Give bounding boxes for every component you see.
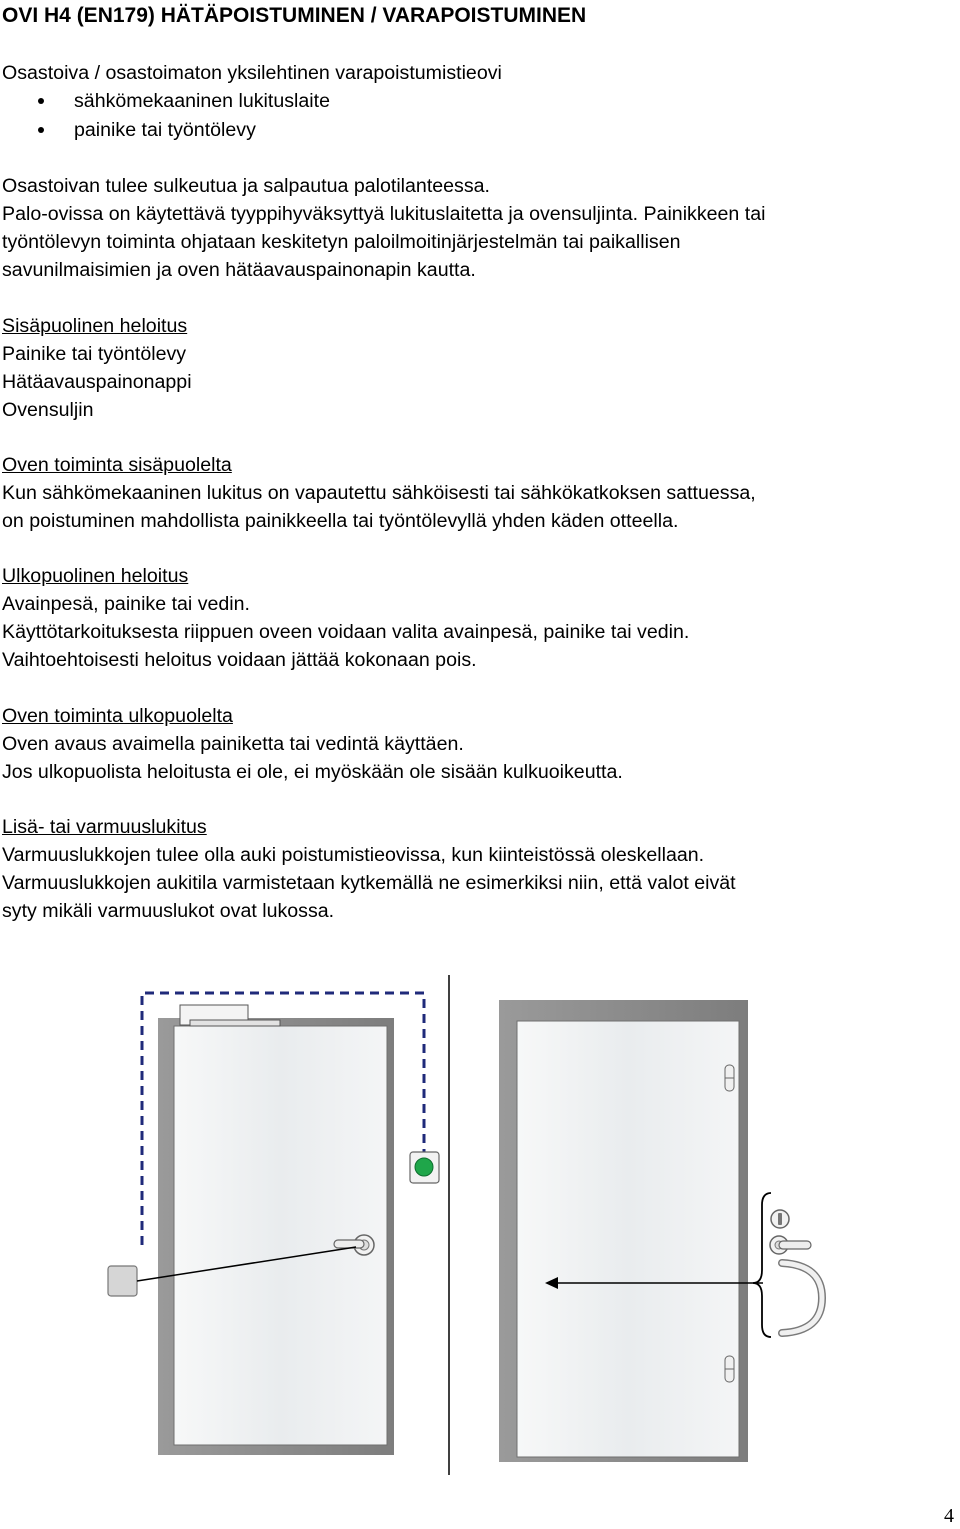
- emergency-button-icon: [410, 1152, 439, 1183]
- hinge-icon: [725, 1356, 734, 1382]
- section-outside-fittings: Ulkopuolinen heloitus Avainpesä, painike tai vedin. Käyttötarkoituksesta riippuen oveen voidaan valita avainpesä, painike tai vedin. Vaihtoehtoisesti heloitus voidaan jättää kokonaan pois.: [2, 562, 952, 674]
- section-inside-fittings: Sisäpuolinen heloitus Painike tai työntölevy Hätäavauspainonappi Ovensuljin: [2, 312, 952, 424]
- pull-handle-highlight: [782, 1263, 822, 1333]
- door-leaf: [174, 1026, 387, 1445]
- door-diagram: [0, 960, 960, 1500]
- bullet-item: painike tai työntölevy: [0, 116, 330, 145]
- bullet-icon: [38, 98, 44, 104]
- section-heading: Oven toiminta sisäpuolelta: [2, 454, 232, 476]
- lever-handle-icon: [770, 1236, 811, 1254]
- hinge-icon: [725, 1065, 734, 1091]
- section-inside-operation: Oven toiminta sisäpuolelta Kun sähkömekaaninen lukitus on vapautettu sähköisesti tai sähkökatkoksen sattuessa, on poistuminen mahdollista painikkeella tai työntölevyllä yhden käden otteella.: [2, 451, 952, 535]
- door-leaf: [517, 1021, 739, 1457]
- page-title: OVI H4 (EN179) HÄTÄPOISTUMINEN / VARAPOISTUMINEN: [2, 4, 587, 27]
- bullet-icon: [38, 127, 44, 133]
- door-closer-arm: [190, 1020, 280, 1026]
- bullet-item: sähkömekaaninen lukituslaite: [0, 87, 330, 116]
- section-extra-lock: Lisä- tai varmuuslukitus Varmuuslukkojen tulee olla auki poistumistieovissa, kun kiinteistössä oleskellaan. Varmuuslukkojen aukitila varmistetaan kytkemällä ne esimerkiksi niin, että valot eivät syty mikäli varmuuslukot ovat lukossa.: [2, 813, 952, 925]
- section-outside-operation: Oven toiminta ulkopuolelta Oven avaus avaimella painiketta tai vedintä käyttäen. Jos ulkopuolista heloitusta ei ole, ei myöskään ole sisään kulkuoikeutta.: [2, 702, 952, 786]
- outside-door: [499, 1000, 822, 1462]
- section-heading: Sisäpuolinen heloitus: [2, 315, 188, 337]
- paragraph-fire-doors: Osastoivan tulee sulkeutua ja salpautua palotilanteessa. Palo-ovissa on käytettävä tyyppihyväksyttyä lukituslaitetta ja ovensuljinta. Painikkeen tai työntölevyn toiminta ohjataan keskitetyn paloilmoitinjärjestelmän tai paikallisen savunilmaisimien ja oven hätäavauspainonapin kautta.: [2, 175, 766, 281]
- section-heading: Oven toiminta ulkopuolelta: [2, 705, 233, 727]
- section-heading: Ulkopuolinen heloitus: [2, 565, 189, 587]
- inside-door: [108, 993, 439, 1455]
- intro-bullet-list: [0, 87, 330, 145]
- intro-line: Osastoiva / osastoimaton yksilehtinen varapoistumistieovi: [2, 62, 502, 84]
- page-number: 4: [944, 1505, 954, 1527]
- section-heading: Lisä- tai varmuuslukitus: [2, 816, 207, 838]
- key-cylinder-icon: [771, 1210, 789, 1228]
- bracket-icon: [753, 1193, 771, 1337]
